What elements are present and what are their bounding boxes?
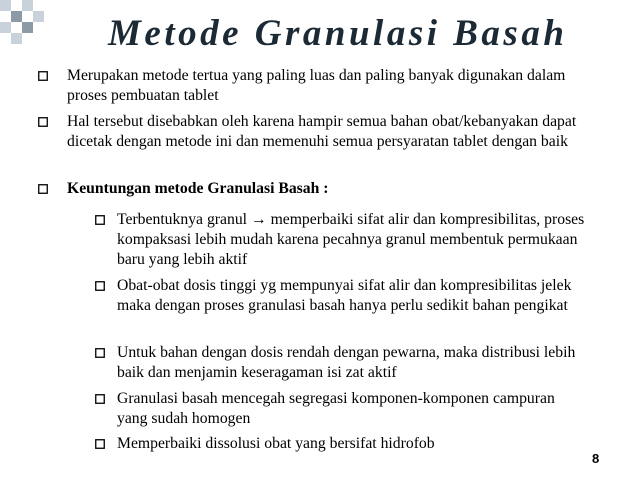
square-bullet-icon [38,117,48,127]
sub-bullet-item [95,210,605,270]
sub-bullet-text [117,210,605,270]
bullet-item [38,112,603,152]
page-number: 8 [592,451,600,466]
bullet-text: Merupakan metode tertua yang paling luas dan paling banyak digunakan dalam proses pembuatan tablet [67,67,566,104]
square-bullet-icon [95,394,105,404]
sub-bullet-text: Untuk bahan dengan dosis rendah dengan pewarna, maka distribusi lebih baik dan menjamin keseragaman isi zat aktif [117,344,576,381]
sub-bullet-text: Granulasi basah mencegah segregasi komponen-komponen campuran yang sudah homogen [117,390,555,427]
square-bullet-icon [95,439,105,449]
sub-bullet-text: Obat-obat dosis tinggi yg mempunyai sifat alir dan kompresibilitas jelek maka dengan proses granulasi basah hanya perlu sedikit bahan pengikat [117,277,572,314]
square-bullet-icon [38,184,48,194]
bullet-item [38,179,598,199]
bullet-item [38,66,598,106]
bullet-text: Keuntungan metode Granulasi Basah : [67,180,329,197]
square-bullet-icon [95,281,105,291]
square-bullet-icon [95,215,105,225]
right-arrow-icon: → [250,211,267,228]
sub-bullet-item [95,389,565,429]
bullet-text: Hal tersebut disebabkan oleh karena hampir semua bahan obat/kebanyakan dapat dicetak dengan metode ini dan memenuhi semua persyaratan tablet dengan baik [67,113,577,150]
sub-bullet-text-before: Terbentuknya granul [117,211,248,228]
sub-bullet-item [95,343,605,383]
sub-bullet-item [95,434,565,454]
square-bullet-icon [95,348,105,358]
sub-bullet-text: Memperbaiki dissolusi obat yang bersifat hidrofob [117,435,435,452]
slide-title: Metode Granulasi Basah [108,13,568,54]
square-bullet-icon [38,71,48,81]
sub-bullet-text-after: memperbaiki sifat alir dan kompresibilitas, proses kompaksasi lebih mudah karena pecahnya granul membentuk permukaan baru yang lebih aktif [117,211,585,268]
sub-bullet-item [95,276,605,316]
